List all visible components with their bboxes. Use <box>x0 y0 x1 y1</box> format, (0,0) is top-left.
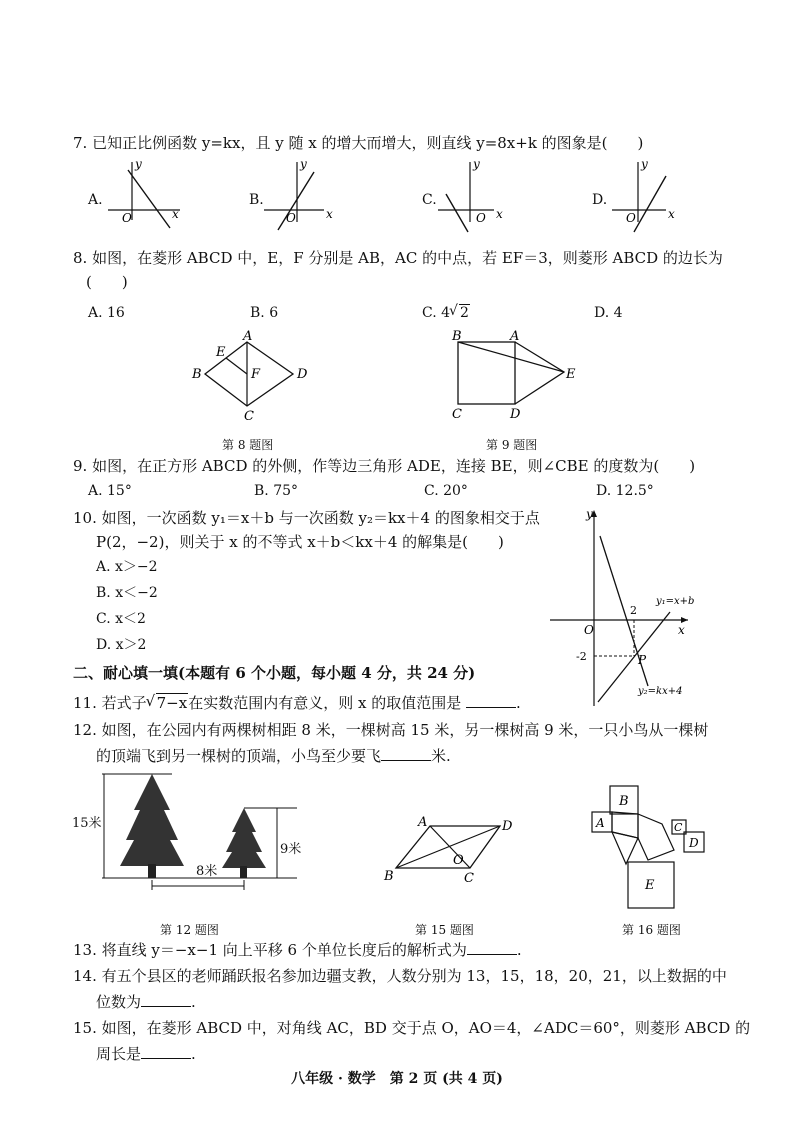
q8-option-d[interactable]: D. 4 <box>594 305 623 321</box>
fig15-label-b: B <box>384 869 394 884</box>
q11-answer-blank[interactable] <box>466 694 516 708</box>
q15-line2 <box>96 1044 196 1064</box>
q14-line1: 14. 有五个县区的老师踊跃报名参加边疆支教，人数分别为 13，15，18，20，21，以上数据的中 <box>73 967 727 985</box>
q9-option-c[interactable]: C. 20° <box>424 483 468 499</box>
fig16-label-a: A <box>596 816 605 830</box>
fig15-caption: 第 15 题图 <box>415 923 474 937</box>
q10-option-c[interactable]: C. x＜2 <box>96 611 146 627</box>
fig9-label-c: C <box>452 407 462 422</box>
fig10-axis-x: x <box>678 623 685 637</box>
q13-pre: 13. 将直线 y＝−x−1 向上平移 6 个单位长度后的解析式为 <box>73 941 467 959</box>
fig16-label-e: E <box>645 878 655 893</box>
fig8-label-b: B <box>192 367 202 382</box>
q7a-axis-y: y <box>135 157 142 171</box>
q15-line1: 15. 如图，在菱形 ABCD 中，对角线 AC，BD 交于点 O，AO＝4，∠ADC＝60°，则菱形 ABCD 的 <box>73 1019 751 1037</box>
q14-line2-pre: 位数为 <box>96 993 142 1011</box>
fig8-rhombus <box>190 330 320 425</box>
q10-stem-line1: 10. 如图，一次函数 y₁＝x＋b 与一次函数 y₂＝kx＋4 的图象相交于点 <box>73 509 540 527</box>
fig16-squares <box>586 776 716 916</box>
section2-heading: 二、耐心填一填(本题有 6 个小题，每小题 4 分，共 24 分) <box>73 664 476 682</box>
q12-line2 <box>96 746 451 766</box>
fig15-label-a: A <box>418 815 428 830</box>
page-footer: 八年级 · 数学 第 2 页 (共 4 页) <box>291 1071 503 1087</box>
fig8-label-a: A <box>243 329 253 344</box>
q12-line1: 12. 如图，在公园内有两棵树相距 8 米，一棵树高 15 米，另一棵树高 9 米，一只小鸟从一棵树 <box>73 721 709 739</box>
q8-option-c-radicand: 2 <box>460 305 469 321</box>
q13-line <box>73 940 522 960</box>
q9-option-d[interactable]: D. 12.5° <box>596 483 654 499</box>
fig10-origin: O <box>584 623 594 637</box>
fig10-line1-label: y₁=x+b <box>656 596 695 607</box>
fig9-label-a: A <box>510 329 520 344</box>
fig12-right-height: 9米 <box>280 842 302 857</box>
q8-option-a[interactable]: A. 16 <box>88 305 125 321</box>
q13-end: . <box>516 941 522 959</box>
q11-post: 在实数范围内有意义，则 x 的取值范围是 <box>188 694 462 712</box>
q7c-axis-x: x <box>496 207 503 221</box>
fig10-point-p: P <box>638 653 647 667</box>
fig16-label-d: D <box>689 836 699 850</box>
fig12-left-height: 15米 <box>72 816 102 831</box>
fig8-label-d: D <box>297 367 308 382</box>
q11-radicand: 7−x <box>156 694 188 712</box>
fig9-caption: 第 9 题图 <box>486 438 538 452</box>
q8-paren: ( ) <box>86 273 128 291</box>
q7d-axis-x: x <box>668 207 675 221</box>
q12-line2-post: 米. <box>431 747 451 765</box>
fig9-square-triangle <box>448 328 588 423</box>
q10-option-a[interactable]: A. x＞−2 <box>96 559 158 575</box>
q12-line2-pre: 的顶端飞到另一棵树的顶端，小鸟至少要飞 <box>96 747 382 765</box>
fig8-caption: 第 8 题图 <box>222 438 274 452</box>
fig16-label-b: B <box>619 794 629 809</box>
q10-stem-line2: P(2，−2)，则关于 x 的不等式 x＋b＜kx＋4 的解集是( ) <box>96 533 504 551</box>
q8-stem: 8. 如图，在菱形 ABCD 中，E，F 分别是 AB，AC 的中点，若 EF＝3，则菱形 ABCD 的边长为 <box>73 249 723 267</box>
q8-option-c-sqrt <box>450 304 470 322</box>
q7b-axis-y: y <box>300 157 307 171</box>
q7-option-d-graph <box>604 158 694 228</box>
q11-line <box>73 693 521 713</box>
q11-end: . <box>515 694 521 712</box>
fig12-trees <box>72 770 312 890</box>
q7d-axis-y: y <box>641 157 648 171</box>
fig8-label-f: F <box>251 367 261 382</box>
q7a-origin: O <box>122 211 132 225</box>
q11-pre: 11. 若式子 <box>73 694 147 712</box>
q7-option-c-graph <box>436 158 526 228</box>
q15-answer-blank[interactable] <box>141 1045 191 1059</box>
fig15-label-c: C <box>464 871 474 886</box>
fig16-caption: 第 16 题图 <box>622 923 681 937</box>
fig9-label-d: D <box>510 407 521 422</box>
q8-option-b[interactable]: B. 6 <box>250 305 279 321</box>
q8-option-c[interactable] <box>422 304 470 322</box>
fig10-tick-y: -2 <box>576 650 587 663</box>
q15-end: . <box>191 1045 196 1063</box>
q7-stem: 7. 已知正比例函数 y=kx，且 y 随 x 的增大而增大，则直线 y=8x+k 的图象是( ) <box>73 134 644 152</box>
q11-sqrt <box>147 693 189 713</box>
fig10-axis-y: y <box>586 507 593 521</box>
q9-option-b[interactable]: B. 75° <box>254 483 299 499</box>
q12-answer-blank[interactable] <box>381 747 431 761</box>
q10-option-b[interactable]: B. x＜−2 <box>96 585 158 601</box>
fig10-graph <box>548 506 698 711</box>
q9-option-a[interactable]: A. 15° <box>88 483 132 499</box>
q7b-origin: O <box>286 211 296 225</box>
q8-option-c-label: C. 4 <box>422 305 451 321</box>
q7-option-a-graph <box>100 158 190 228</box>
q7a-axis-x: x <box>172 207 179 221</box>
fig15-label-o: O <box>453 853 464 868</box>
q7b-axis-x: x <box>326 207 333 221</box>
q15-line2-pre: 周长是 <box>96 1045 142 1063</box>
fig15-rhombus <box>378 812 528 886</box>
q7-option-b-label[interactable]: B. <box>249 192 264 208</box>
fig8-label-e: E <box>216 345 226 360</box>
fig16-label-c: C <box>674 821 683 834</box>
q14-answer-blank[interactable] <box>141 993 191 1007</box>
fig12-distance: 8米 <box>196 864 218 879</box>
fig10-line2-label: y₂=kx+4 <box>638 686 683 697</box>
q7-option-a-label[interactable]: A. <box>88 192 103 208</box>
fig15-label-d: D <box>502 819 513 834</box>
fig12-caption: 第 12 题图 <box>160 923 219 937</box>
q7-option-c-label[interactable]: C. <box>422 192 437 208</box>
q13-answer-blank[interactable] <box>467 941 517 955</box>
fig8-label-c: C <box>244 409 254 424</box>
q7-option-d-label[interactable]: D. <box>592 192 608 208</box>
fig9-label-b: B <box>452 329 462 344</box>
q14-line2 <box>96 992 196 1012</box>
q7c-axis-y: y <box>473 157 480 171</box>
q7d-origin: O <box>626 211 636 225</box>
q9-stem: 9. 如图，在正方形 ABCD 的外侧，作等边三角形 ADE，连接 BE，则∠CBE 的度数为( ) <box>73 457 696 475</box>
q14-end: . <box>191 993 196 1011</box>
q7-option-b-graph <box>262 158 352 228</box>
fig10-tick-x: 2 <box>630 604 637 617</box>
fig9-label-e: E <box>566 367 576 382</box>
q10-option-d[interactable]: D. x＞2 <box>96 637 147 653</box>
q7c-origin: O <box>476 211 486 225</box>
